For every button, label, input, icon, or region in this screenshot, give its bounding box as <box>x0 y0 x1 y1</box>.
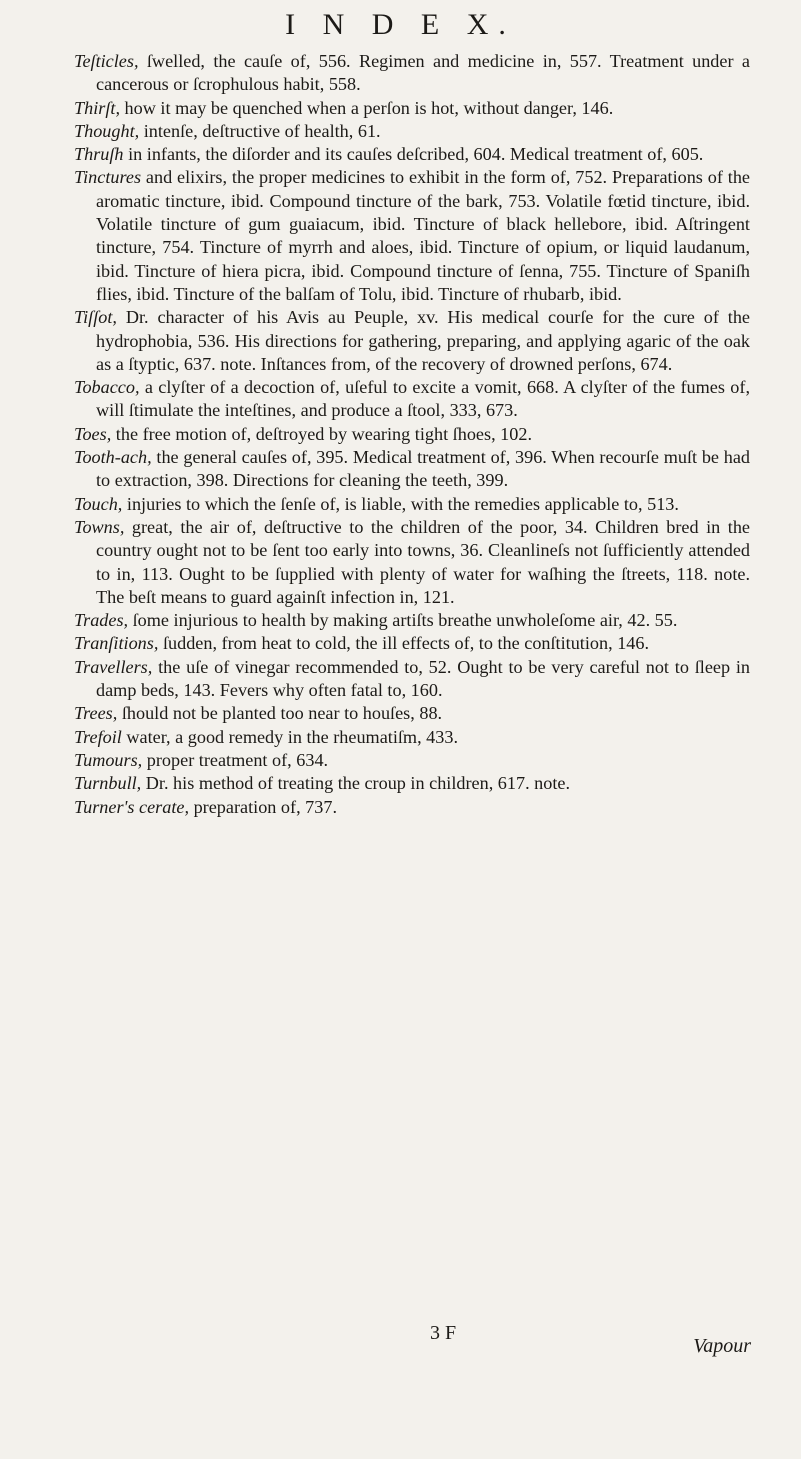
entry-text: proper treatment of, 634. <box>142 749 329 770</box>
entry-text: the free motion of, deſtroyed by wearing tight ſhoes, 102. <box>111 423 532 444</box>
entry-text: the general cauſes of, 395. Medical treatment of, 396. When recourſe muſt be had to extraction, 398. Directions for cleaning the teeth, 399. <box>96 447 750 491</box>
entry-headword: Towns, <box>74 516 125 537</box>
index-entry <box>74 632 750 655</box>
index-entries <box>74 50 750 819</box>
entry-text: injuries to which the ſenſe of, is liable, with the remedies applicable to, 513. <box>122 493 679 514</box>
index-entry <box>74 97 750 120</box>
index-entry <box>74 166 750 306</box>
entry-headword: Tooth-ach, <box>74 447 152 468</box>
index-entry <box>74 702 750 725</box>
index-entry <box>74 656 750 703</box>
index-entry <box>74 772 750 795</box>
entry-text: preparation of, 737. <box>189 796 338 817</box>
index-entry <box>74 306 750 376</box>
signature-mark: 3 F <box>430 1322 457 1344</box>
index-entry <box>74 423 750 446</box>
entry-headword: Trefoil <box>74 726 122 747</box>
entry-text: the uſe of vinegar recommended to, 52. Ought to be very careful not to ſleep in damp beds, 143. Fevers why often fatal to, 160. <box>96 656 750 701</box>
entry-headword: Tobacco, <box>74 377 140 398</box>
entry-text: ſudden, from heat to cold, the ill effects of, to the conſtitution, 146. <box>158 633 650 654</box>
entry-headword: Tumours, <box>74 749 143 770</box>
index-entry <box>74 609 750 632</box>
index-entry <box>74 376 750 423</box>
entry-headword: Thruſh <box>74 144 124 165</box>
entry-text: intenſe, deſtructive of health, 61. <box>139 120 381 141</box>
index-entry <box>74 143 750 166</box>
index-entry <box>74 120 750 143</box>
entry-headword: Tiſſot, <box>74 307 117 328</box>
entry-text: how it may be quenched when a perſon is hot, without danger, 146. <box>120 97 614 118</box>
index-entry <box>74 50 750 97</box>
index-entry <box>74 796 750 819</box>
entry-headword: Teſticles, <box>74 51 139 71</box>
entry-headword: Touch, <box>74 493 123 514</box>
index-entry <box>74 726 750 749</box>
catchword: Vapour <box>693 1335 751 1357</box>
entry-text: ſome injurious to health by making artiſts breathe unwholeſome air, 42. 55. <box>128 610 678 631</box>
index-entry <box>74 446 750 493</box>
entry-text: Dr. his method of treating the croup in children, 617. note. <box>141 773 571 794</box>
entry-headword: Trades, <box>74 610 129 631</box>
entry-text: in infants, the diſorder and its cauſes deſcribed, 604. Medical treatment of, 605. <box>123 144 704 165</box>
entry-headword: Tranſitions, <box>74 633 159 654</box>
entry-headword: Travellers, <box>74 656 153 677</box>
entry-headword: Toes, <box>74 423 112 444</box>
entry-text: Dr. character of his Avis au Peuple, xv. His medical courſe for the cure of the hydrophobia, 536. His directions for gathering, preparing, and applying agaric of the oak as a ſtyptic, 637. note. Inſtances from, of the recovery of drowned perſons, 674. <box>96 307 750 374</box>
running-head: I N D E X. <box>285 8 516 41</box>
index-entry <box>74 493 750 516</box>
index-entry <box>74 516 750 609</box>
entry-text: ſwelled, the cauſe of, 556. Regimen and medicine in, 557. Treatment under a cancerous or ſcrophulous habit, 558. <box>96 51 750 95</box>
entry-headword: Trees, <box>74 703 118 724</box>
entry-text: a clyſter of a decoction of, uſeful to excite a vomit, 668. A clyſter of the fumes of, will ſtimulate the inteſtines, and produce a ſtool, 333, 673. <box>96 377 750 421</box>
entry-headword: Turner's cerate, <box>74 796 190 817</box>
entry-text: ſhould not be planted too near to houſes, 88. <box>117 703 443 724</box>
entry-text: and elixirs, the proper medicines to exhibit in the form of, 752. Preparations of the aromatic tincture, ibid. Compound tincture of the bark, 753. Volatile fœtid tincture, ibid. Volatile tincture of gum guaiacum, ibid. Tincture of black hellebore, ibid. Aſtringent tincture, 754. Tincture of myrrh and aloes, ibid. Tincture of opium, or liquid laudanum, ibid. Tincture of hiera picra, ibid. Compound tincture of ſenna, 755. Tincture of Spaniſh flies, ibid. Tincture of the balſam of Tolu, ibid. Tincture of rhubarb, ibid. <box>96 167 750 304</box>
entry-headword: Turnbull, <box>74 773 142 794</box>
entry-headword: Tinctures <box>74 167 142 188</box>
entry-text: great, the air of, deſtructive to the children of the poor, 34. Children bred in the country ought not to be ſent too early into towns, 36. Cleanlineſs not ſufficiently attended to in, 113. Ought to be ſupplied with plenty of water for waſhing the ſtreets, 118. note. The beſt means to guard againſt infection in, 121. <box>96 516 750 607</box>
entry-text: water, a good remedy in the rheumatiſm, 433. <box>121 726 458 747</box>
index-entry <box>74 749 750 772</box>
entry-headword: Thought, <box>74 120 140 141</box>
entry-headword: Thirſt, <box>74 97 120 118</box>
